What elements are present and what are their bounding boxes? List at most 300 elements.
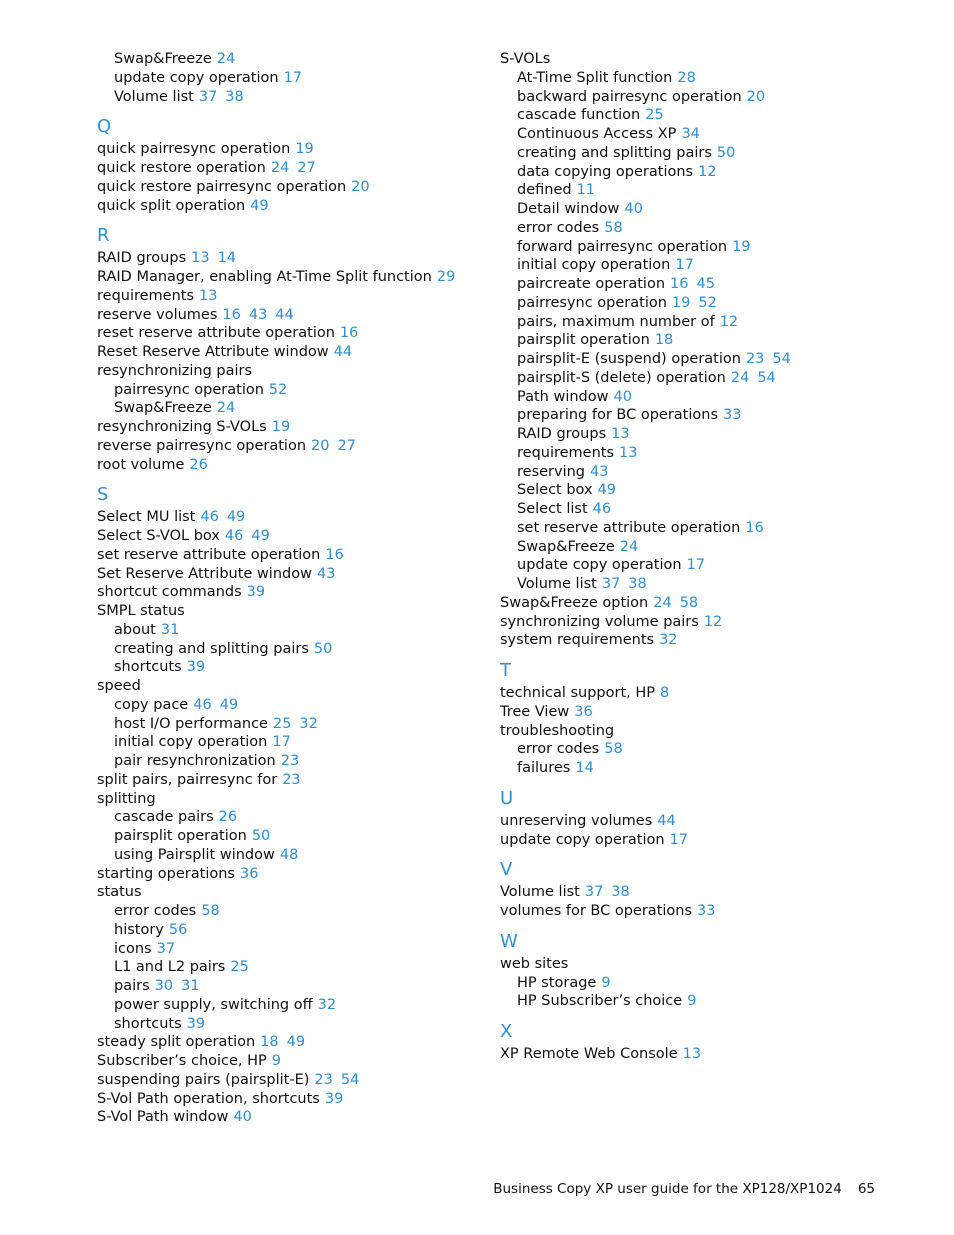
page-link[interactable]: 30 xyxy=(154,978,174,994)
index-subentry xyxy=(97,69,477,88)
page-link[interactable]: 43 xyxy=(316,565,336,582)
page-link[interactable]: 34 xyxy=(681,126,700,142)
entry-text: shortcut commands xyxy=(97,584,242,601)
entry-text: update copy operation xyxy=(114,69,279,86)
entry-text: synchronizing volume pairs xyxy=(500,613,699,630)
entry-text: pairsplit operation xyxy=(114,828,247,844)
page-link[interactable]: 36 xyxy=(574,703,593,720)
page-link[interactable]: 18 xyxy=(654,332,674,349)
page-link[interactable]: 38 xyxy=(225,88,244,105)
page-link[interactable]: 17 xyxy=(669,831,689,848)
page-link[interactable]: 58 xyxy=(604,219,623,236)
entry-text: Volume list xyxy=(114,88,194,105)
index-subentry xyxy=(97,940,477,959)
page-number: 65 xyxy=(857,1181,875,1197)
entry-text: quick restore operation xyxy=(97,160,266,176)
index-subentry xyxy=(500,974,900,993)
index-subentry xyxy=(97,846,477,865)
entry-text: Select list xyxy=(517,501,588,517)
page-link[interactable]: 31 xyxy=(181,978,200,994)
index-entry xyxy=(97,140,477,159)
entry-text: status xyxy=(97,884,142,901)
index-entry xyxy=(97,324,477,343)
index-entry xyxy=(500,1045,900,1064)
index-section-v xyxy=(500,859,900,921)
index-subentry xyxy=(500,331,900,350)
page-link[interactable]: 39 xyxy=(186,1015,206,1032)
index-entry xyxy=(500,831,900,850)
index-subentry xyxy=(97,640,477,659)
page-link[interactable]: 25 xyxy=(645,107,664,124)
entry-text: icons xyxy=(114,940,152,957)
index-subentry xyxy=(500,538,900,557)
page-link[interactable]: 25 xyxy=(230,959,249,976)
entry-text: error codes xyxy=(114,903,197,919)
index-column-left xyxy=(97,50,477,1127)
page-link[interactable]: 16 xyxy=(325,546,344,563)
entry-text: using Pairsplit window xyxy=(114,846,275,863)
index-entry xyxy=(97,677,477,696)
index-entry xyxy=(500,684,900,703)
page-link[interactable]: 32 xyxy=(299,715,318,732)
index-subentry xyxy=(500,181,900,200)
entry-text: preparing for BC operations xyxy=(517,407,718,424)
entry-text: pairs, maximum number of xyxy=(517,313,715,330)
index-subentry xyxy=(97,958,477,977)
index-subentry xyxy=(500,256,900,275)
entry-text: technical support, HP xyxy=(500,685,656,701)
index-entry xyxy=(97,602,477,621)
index-subentry xyxy=(500,275,900,294)
entry-text: set reserve attribute operation xyxy=(97,546,321,563)
entry-text: Detail window xyxy=(517,201,620,217)
entry-text: HP storage xyxy=(517,974,597,991)
entry-text: power supply, switching off xyxy=(114,996,313,1013)
page-link[interactable]: 26 xyxy=(189,456,208,473)
page-link[interactable]: 49 xyxy=(597,482,617,499)
entry-text: Set Reserve Attribute window xyxy=(97,565,312,582)
entry-text: failures xyxy=(517,760,571,776)
index-subentry xyxy=(500,238,900,257)
page-link[interactable]: 17 xyxy=(675,257,694,274)
index-entry xyxy=(97,362,477,381)
page-link[interactable]: 19 xyxy=(732,238,751,255)
page-link[interactable]: 23 xyxy=(314,1071,333,1088)
page-link[interactable]: 31 xyxy=(160,621,180,638)
entry-text: update copy operation xyxy=(500,831,665,848)
page-link[interactable]: 38 xyxy=(611,884,630,901)
page-link[interactable]: 46 xyxy=(193,696,212,713)
page-link[interactable]: 28 xyxy=(677,69,696,86)
index-entry xyxy=(97,287,477,306)
index-entry xyxy=(97,343,477,362)
page-link[interactable]: 29 xyxy=(436,269,456,285)
index-subentry xyxy=(97,996,477,1015)
entry-text: speed xyxy=(97,678,141,694)
index-entry xyxy=(97,865,477,884)
index-entry xyxy=(97,159,477,178)
index-subentry xyxy=(500,481,900,500)
page-link[interactable]: 27 xyxy=(337,437,356,454)
page-link[interactable]: 20 xyxy=(311,437,330,454)
index-entry xyxy=(97,565,477,584)
page-link[interactable]: 44 xyxy=(657,812,676,829)
index-entry xyxy=(500,812,900,831)
page-link[interactable]: 49 xyxy=(250,197,269,214)
entry-text: Swap&Freeze xyxy=(114,400,212,417)
entry-text: RAID groups xyxy=(97,250,187,267)
index-subentry xyxy=(500,992,900,1011)
entry-text: web sites xyxy=(500,955,569,972)
index-subentry xyxy=(500,406,900,425)
page-link[interactable]: 38 xyxy=(628,576,647,592)
entry-text: set reserve attribute operation xyxy=(517,519,741,536)
index-subentry xyxy=(500,88,900,107)
index-subentry xyxy=(500,69,900,88)
page-link[interactable]: 40 xyxy=(624,201,643,217)
entry-text: error codes xyxy=(517,741,600,758)
page-link[interactable]: 32 xyxy=(317,996,337,1013)
index-subentry xyxy=(500,144,900,163)
entry-text: reset reserve attribute operation xyxy=(97,325,335,342)
page-link[interactable]: 45 xyxy=(696,276,715,292)
page-link[interactable]: 8 xyxy=(660,685,670,701)
index-entry xyxy=(97,197,477,216)
entry-text: defined xyxy=(517,182,572,199)
page-link[interactable]: 20 xyxy=(746,88,766,105)
index-subentry xyxy=(97,733,477,752)
index-entry xyxy=(97,771,477,790)
entry-text: quick split operation xyxy=(97,197,246,214)
index-subentry xyxy=(97,696,477,715)
page-link[interactable]: 16 xyxy=(670,276,689,292)
entry-text: error codes xyxy=(517,219,600,236)
entry-text: cascade pairs xyxy=(114,809,214,826)
page-link[interactable]: 54 xyxy=(772,351,791,367)
section-letter: V xyxy=(500,859,513,881)
page-link[interactable]: 24 xyxy=(270,160,290,176)
index-entry xyxy=(97,1052,477,1071)
entry-text: pairsplit operation xyxy=(517,332,650,349)
entry-text: HP Subscriber’s choice xyxy=(517,993,683,1010)
page-link[interactable]: 46 xyxy=(200,509,219,526)
page-link[interactable]: 50 xyxy=(313,640,333,657)
entry-text: pair resynchronization xyxy=(114,753,276,769)
page-link[interactable]: 49 xyxy=(219,696,239,713)
index-subentry xyxy=(97,88,477,107)
page-link[interactable]: 14 xyxy=(575,760,594,776)
entry-text: about xyxy=(114,621,156,638)
entry-text: requirements xyxy=(97,287,195,304)
index-subentry xyxy=(500,294,900,313)
page-link[interactable]: 14 xyxy=(217,250,237,267)
entry-text: host I/O performance xyxy=(114,715,268,732)
page-link[interactable]: 37 xyxy=(156,940,176,957)
page-link[interactable]: 40 xyxy=(613,388,632,405)
page-link[interactable]: 37 xyxy=(584,884,604,901)
index-subentry xyxy=(500,425,900,444)
index-entry xyxy=(97,546,477,565)
page-link[interactable]: 43 xyxy=(590,463,609,480)
entry-text: update copy operation xyxy=(517,557,682,574)
entry-text: pairresync operation xyxy=(517,294,667,311)
entry-text: XP Remote Web Console xyxy=(500,1046,678,1062)
page-link[interactable]: 13 xyxy=(611,426,630,442)
page-footer xyxy=(493,1180,875,1198)
page-link[interactable]: 37 xyxy=(198,88,218,105)
entry-text: split pairs, pairresync for xyxy=(97,771,278,788)
index-subentry xyxy=(97,921,477,940)
index-entry xyxy=(97,1033,477,1052)
index-subentry xyxy=(500,463,900,482)
footer-title: Business Copy XP user guide for the XP128/XP1024 xyxy=(493,1181,842,1197)
index-entry xyxy=(97,1071,477,1090)
index-entry xyxy=(97,527,477,546)
page-link[interactable]: 33 xyxy=(723,407,742,424)
page-link[interactable]: 24 xyxy=(653,594,672,611)
page-link[interactable]: 19 xyxy=(671,294,691,311)
index-entry xyxy=(500,594,900,613)
entry-text: steady split operation xyxy=(97,1034,256,1051)
entry-text: Select S-VOL box xyxy=(97,528,220,544)
page-link[interactable]: 36 xyxy=(239,865,259,882)
entry-text: reserve volumes xyxy=(97,306,218,323)
page-link[interactable]: 24 xyxy=(730,369,750,386)
index-column-right xyxy=(500,50,900,1064)
entry-text: creating and splitting pairs xyxy=(114,640,309,657)
index-subentry xyxy=(97,381,477,400)
index-entry xyxy=(500,902,900,921)
index-subentry xyxy=(97,752,477,771)
page-link[interactable]: 33 xyxy=(697,903,716,919)
page-link[interactable]: 24 xyxy=(216,51,236,67)
entry-text: Swap&Freeze xyxy=(517,538,615,555)
index-entry xyxy=(500,631,900,650)
page-link[interactable]: 58 xyxy=(201,903,220,919)
entry-text: shortcuts xyxy=(114,659,182,676)
page-link[interactable]: 26 xyxy=(218,809,238,826)
page-link[interactable]: 18 xyxy=(260,1034,279,1051)
page-link[interactable]: 49 xyxy=(251,528,270,544)
entry-text: Select box xyxy=(517,482,593,499)
page-link[interactable]: 52 xyxy=(698,294,717,311)
index-subentry xyxy=(97,902,477,921)
page-link[interactable]: 32 xyxy=(659,632,678,649)
index-subentry xyxy=(97,50,477,69)
page-link[interactable]: 23 xyxy=(745,351,765,367)
page-link[interactable]: 58 xyxy=(679,594,699,611)
index-entry xyxy=(97,268,477,287)
index-entry xyxy=(500,955,900,974)
page-link[interactable]: 44 xyxy=(275,306,294,323)
index-subentry xyxy=(500,759,900,778)
index-entry xyxy=(97,508,477,527)
page-link[interactable]: 13 xyxy=(199,287,218,304)
index-entry xyxy=(97,883,477,902)
index-subentry xyxy=(500,575,900,594)
index-entry xyxy=(97,418,477,437)
index-subentry xyxy=(500,219,900,238)
index-subentry xyxy=(500,313,900,332)
page-link[interactable]: 48 xyxy=(279,846,299,863)
page-link[interactable]: 27 xyxy=(297,160,316,176)
page-link[interactable]: 13 xyxy=(682,1046,702,1062)
entry-text: quick restore pairresync operation xyxy=(97,178,347,195)
index-subentry xyxy=(500,519,900,538)
page-link[interactable]: 19 xyxy=(271,419,291,435)
page-link[interactable]: 25 xyxy=(272,715,292,732)
index-entry xyxy=(500,613,900,632)
index-entry xyxy=(500,703,900,722)
section-letter: W xyxy=(500,930,518,952)
page-link[interactable]: 9 xyxy=(601,974,611,991)
page-link[interactable]: 23 xyxy=(280,753,300,769)
index-subentry xyxy=(97,808,477,827)
page-link[interactable]: 12 xyxy=(698,163,717,180)
page-link[interactable]: 40 xyxy=(233,1109,252,1126)
entry-text: pairsplit-S (delete) operation xyxy=(517,369,726,386)
index-section-q xyxy=(97,116,477,215)
index-entry xyxy=(97,178,477,197)
page-link[interactable]: 12 xyxy=(719,313,739,330)
page-link[interactable]: 12 xyxy=(703,613,723,630)
entry-text: creating and splitting pairs xyxy=(517,144,712,161)
page-link[interactable]: 56 xyxy=(168,921,188,938)
entry-text: RAID groups xyxy=(517,426,607,442)
entry-text: Path window xyxy=(517,388,609,405)
page-link[interactable]: 17 xyxy=(272,734,291,751)
page-link[interactable]: 46 xyxy=(224,528,244,544)
entry-text: suspending pairs (pairsplit-E) xyxy=(97,1071,310,1088)
index-entry xyxy=(97,1090,477,1109)
index-subentry xyxy=(500,369,900,388)
entry-text: shortcuts xyxy=(114,1015,182,1032)
entry-text: Reset Reserve Attribute window xyxy=(97,344,329,360)
page-link[interactable]: 16 xyxy=(222,306,241,323)
index-subentry xyxy=(500,740,900,759)
index-subentry xyxy=(97,977,477,996)
page-link[interactable]: 50 xyxy=(251,828,271,844)
index-subentry xyxy=(97,1015,477,1034)
index-subentry xyxy=(500,106,900,125)
section-letter: Q xyxy=(97,116,112,138)
section-letter: X xyxy=(500,1021,513,1042)
section-letter: S xyxy=(97,484,109,506)
page-link[interactable]: 11 xyxy=(576,182,596,199)
page-link[interactable]: 43 xyxy=(248,306,268,323)
page-link[interactable]: 46 xyxy=(592,501,612,517)
entry-text: Volume list xyxy=(500,884,580,901)
page-link[interactable]: 17 xyxy=(686,557,706,574)
page-link[interactable]: 19 xyxy=(295,141,314,158)
index-subentry xyxy=(500,200,900,219)
page-link[interactable]: 39 xyxy=(186,659,206,676)
page-link[interactable]: 24 xyxy=(619,538,639,555)
entry-text: root volume xyxy=(97,456,185,473)
page-link[interactable]: 50 xyxy=(716,144,736,161)
entry-text: pairs xyxy=(114,978,150,994)
index-subentry xyxy=(500,163,900,182)
page-link[interactable]: 39 xyxy=(324,1090,344,1107)
entry-text: backward pairresync operation xyxy=(517,88,742,105)
entry-text: quick pairresync operation xyxy=(97,141,291,158)
index-subentry xyxy=(500,350,900,369)
page-link[interactable]: 16 xyxy=(745,519,764,536)
entry-text: pairresync operation xyxy=(114,381,264,398)
page-link[interactable]: 49 xyxy=(226,509,246,526)
entry-text: Tree View xyxy=(500,703,570,720)
page-link[interactable]: 16 xyxy=(339,325,359,342)
entry-text: resynchronizing pairs xyxy=(97,362,253,379)
index-entry xyxy=(500,50,900,69)
entry-text: copy pace xyxy=(114,696,189,713)
index-section-x xyxy=(500,1021,900,1064)
page-link[interactable]: 58 xyxy=(604,741,623,758)
page-link[interactable]: 39 xyxy=(246,584,266,601)
page-link[interactable]: 23 xyxy=(282,771,301,788)
page-link[interactable]: 13 xyxy=(191,250,210,267)
entry-text: Volume list xyxy=(517,576,597,592)
entry-text: SMPL status xyxy=(97,603,185,619)
page-link[interactable]: 54 xyxy=(757,369,776,386)
index-subentry xyxy=(97,658,477,677)
index-subentry xyxy=(500,388,900,407)
section-letter: U xyxy=(500,787,514,809)
entry-text: S-Vol Path window xyxy=(97,1109,229,1126)
index-entry xyxy=(97,249,477,268)
entry-text: cascade function xyxy=(517,107,641,124)
page-link[interactable]: 24 xyxy=(216,400,236,417)
entry-text: forward pairresync operation xyxy=(517,238,728,255)
entry-text: RAID Manager, enabling At-Time Split function xyxy=(97,269,432,285)
page-link[interactable]: 9 xyxy=(687,993,697,1010)
section-letter: T xyxy=(500,660,511,681)
entry-text: requirements xyxy=(517,444,615,461)
index-section-t xyxy=(500,660,900,778)
page-link[interactable]: 52 xyxy=(268,381,288,398)
page-link[interactable]: 9 xyxy=(271,1053,282,1069)
index-section-continued xyxy=(500,50,900,650)
index-section-s xyxy=(97,484,477,1127)
index-subentry xyxy=(500,125,900,144)
entry-text: pairsplit-E (suspend) operation xyxy=(517,351,741,367)
entry-text: system requirements xyxy=(500,632,655,649)
index-subentry xyxy=(97,621,477,640)
entry-text: history xyxy=(114,921,164,938)
page-link[interactable]: 13 xyxy=(619,444,638,461)
index-subentry xyxy=(500,444,900,463)
entry-text: S-Vol Path operation, shortcuts xyxy=(97,1090,320,1107)
entry-text: volumes for BC operations xyxy=(500,903,693,919)
page-link[interactable]: 20 xyxy=(351,178,370,195)
entry-text: troubleshooting xyxy=(500,722,615,739)
index-entry xyxy=(500,883,900,902)
index-entry xyxy=(500,722,900,741)
entry-text: Continuous Access XP xyxy=(517,126,677,142)
entry-text: At-Time Split function xyxy=(517,69,673,86)
page-link[interactable]: 54 xyxy=(340,1071,360,1088)
index-subentry xyxy=(500,500,900,519)
index-entry xyxy=(97,306,477,325)
index-subentry xyxy=(97,827,477,846)
entry-text: resynchronizing S-VOLs xyxy=(97,419,267,435)
page-link[interactable]: 49 xyxy=(286,1034,306,1051)
index-subentry xyxy=(500,556,900,575)
page-link[interactable]: 44 xyxy=(333,344,353,360)
index-section-u xyxy=(500,788,900,850)
page-link[interactable]: 37 xyxy=(601,576,621,592)
page-link[interactable]: 17 xyxy=(283,69,303,86)
